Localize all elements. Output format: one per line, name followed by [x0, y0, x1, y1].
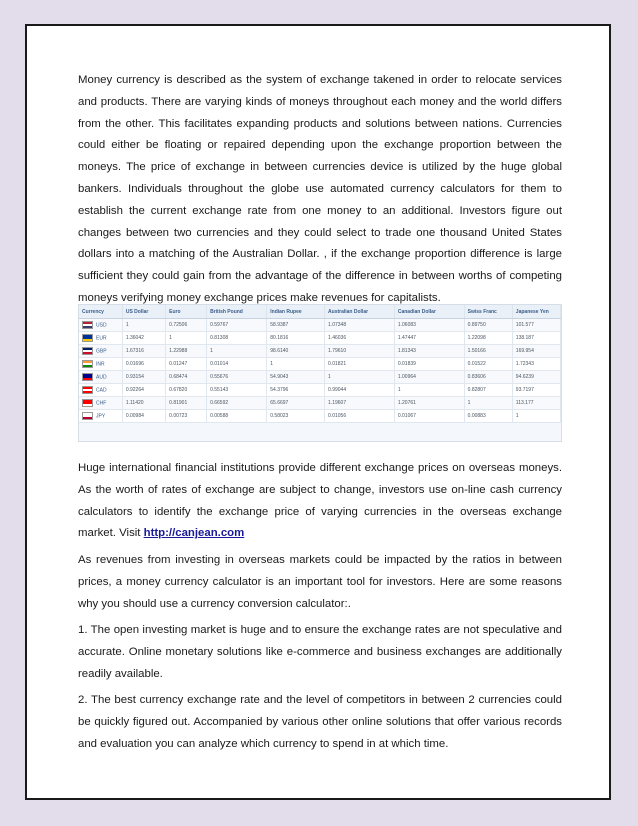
currency-cell: [79, 371, 122, 384]
currency-cell: [79, 384, 122, 397]
rate-cell: 0.01056: [325, 410, 395, 423]
exchange-rates-table: [79, 305, 561, 423]
currency-code: INR: [96, 361, 105, 368]
rate-cell: 0.81901: [166, 397, 207, 410]
table-row: [79, 319, 561, 332]
rate-cell: 0.00588: [207, 410, 267, 423]
table-header-cell: British Pound: [207, 305, 267, 319]
rate-cell: 1: [512, 410, 560, 423]
rate-cell: 1.20761: [394, 397, 464, 410]
rate-cell: 1.46036: [325, 332, 395, 345]
rate-cell: 58.9387: [267, 319, 325, 332]
rate-cell: 169.954: [512, 345, 560, 358]
paragraph-revenues: As revenues from investing in overseas markets could be impacted by the ratios in between prices, a money currency calculator is an important tool for investors. Here are some reasons why you should use a currency conversion calculator:.: [78, 554, 562, 610]
table-row: [79, 358, 561, 371]
rate-cell: 0.59767: [207, 319, 267, 332]
paragraph-institutions: [78, 458, 562, 545]
table-header-cell: Japanese Yen: [512, 305, 560, 319]
rate-cell: 1.72343: [512, 358, 560, 371]
table-header-cell: Swiss Franc: [464, 305, 512, 319]
flag-icon: [82, 321, 93, 329]
rate-cell: 1: [394, 384, 464, 397]
currency-cell: [79, 358, 122, 371]
table-header-cell: Canadian Dollar: [394, 305, 464, 319]
currency-code: AUD: [96, 374, 107, 381]
page-frame: [25, 24, 611, 800]
currency-code: GBP: [96, 348, 107, 355]
rate-cell: 1.11420: [122, 397, 165, 410]
rate-cell: 1: [166, 332, 207, 345]
rate-cell: 98.6140: [267, 345, 325, 358]
rate-cell: 0.01696: [122, 358, 165, 371]
rate-cell: 1.19607: [325, 397, 395, 410]
currency-code: CAD: [96, 387, 107, 394]
rate-cell: 0.01522: [464, 358, 512, 371]
rate-cell: 65.6697: [267, 397, 325, 410]
rate-cell: 0.92264: [122, 384, 165, 397]
table-header-row: [79, 305, 561, 319]
rate-cell: 138.187: [512, 332, 560, 345]
rate-cell: 1.67316: [122, 345, 165, 358]
table-row: [79, 371, 561, 384]
rate-cell: 1: [464, 397, 512, 410]
flag-icon: [82, 334, 93, 342]
rate-cell: 1.22098: [464, 332, 512, 345]
rate-cell: 0.82807: [464, 384, 512, 397]
table-row: [79, 410, 561, 423]
currency-code: EUR: [96, 335, 107, 342]
rate-cell: 1.06083: [394, 319, 464, 332]
flag-icon: [82, 373, 93, 381]
currency-cell: [79, 345, 122, 358]
rate-cell: 0.81308: [207, 332, 267, 345]
rate-cell: 1.07348: [325, 319, 395, 332]
table-header-cell: Indian Rupee: [267, 305, 325, 319]
paragraph-institutions-text: Huge international financial institutions provide different exchange prices on overseas moneys. As the worth of rates of exchange are subject to change, investors use on-line cash currency calculators to identify the exchange price of varying currencies in the overseas exchange market. Visit: [78, 462, 562, 540]
rate-cell: 1.00964: [394, 371, 464, 384]
table-row: [79, 384, 561, 397]
table-row: [79, 345, 561, 358]
rate-cell: 0.99044: [325, 384, 395, 397]
rate-cell: 0.00883: [464, 410, 512, 423]
currency-cell: [79, 332, 122, 345]
rate-cell: 0.89750: [464, 319, 512, 332]
rate-cell: 0.01821: [325, 358, 395, 371]
rate-cell: 1: [267, 358, 325, 371]
rate-cell: 1.79610: [325, 345, 395, 358]
rate-cell: 0.55676: [207, 371, 267, 384]
table-row: [79, 332, 561, 345]
table-header-cell: US Dollar: [122, 305, 165, 319]
rate-cell: 1.81343: [394, 345, 464, 358]
rate-cell: 1: [325, 371, 395, 384]
rate-cell: 80.1816: [267, 332, 325, 345]
rate-cell: 113.177: [512, 397, 560, 410]
rate-cell: 1: [207, 345, 267, 358]
rate-cell: 0.01067: [394, 410, 464, 423]
rate-cell: 1.50166: [464, 345, 512, 358]
exchange-rates-table-image: [78, 304, 562, 442]
rate-cell: 1.22988: [166, 345, 207, 358]
rate-cell: 1: [122, 319, 165, 332]
rate-cell: 0.66592: [207, 397, 267, 410]
table-row: [79, 397, 561, 410]
rate-cell: 54.9043: [267, 371, 325, 384]
rate-cell: 54.3796: [267, 384, 325, 397]
currency-code: CHF: [96, 400, 107, 407]
currency-cell: [79, 397, 122, 410]
rate-cell: 0.00723: [166, 410, 207, 423]
flag-icon: [82, 412, 93, 420]
rate-cell: 0.00984: [122, 410, 165, 423]
flag-icon: [82, 399, 93, 407]
currency-code: JPY: [96, 413, 106, 420]
paragraph-point-1: 1. The open investing market is huge and to ensure the exchange rates are not speculative and accurate. Online monetary solutions like e-commerce and business exchanges are additionally readily available.: [78, 624, 562, 680]
canjean-link[interactable]: http://canjean.com: [143, 527, 245, 540]
rate-cell: 0.01839: [394, 358, 464, 371]
rate-cell: 0.68474: [166, 371, 207, 384]
paragraph-point-2: 2. The best currency exchange rate and the level of competitors in between 2 currencies could be quickly figured out. Accompanied by various other online solutions that offer various records and evaluation you can analyze which currency to spend in at which time.: [78, 694, 562, 750]
table-header-cell: Currency: [79, 305, 122, 319]
flag-icon: [82, 386, 93, 394]
rate-cell: 0.72506: [166, 319, 207, 332]
rate-cell: 93.7197: [512, 384, 560, 397]
flag-icon: [82, 360, 93, 368]
rate-cell: 0.58023: [267, 410, 325, 423]
rate-cell: 1.36042: [122, 332, 165, 345]
currency-code: USD: [96, 322, 107, 329]
rate-cell: 101.577: [512, 319, 560, 332]
rate-cell: 0.83606: [464, 371, 512, 384]
rate-cell: 0.67820: [166, 384, 207, 397]
table-header-cell: Australian Dollar: [325, 305, 395, 319]
rate-cell: 0.93154: [122, 371, 165, 384]
currency-cell: [79, 410, 122, 423]
flag-icon: [82, 347, 93, 355]
rate-cell: 0.01014: [207, 358, 267, 371]
rate-cell: 94.6239: [512, 371, 560, 384]
rate-cell: 0.55143: [207, 384, 267, 397]
paragraph-intro: Money currency is described as the system of exchange takened in order to relocate services and products. There are varying kinds of moneys throughout each money and the world differs from the other. This facilitates expanding products and solutions between nations. Currencies could either be floating or repaired depending upon the exchange proportion between the moneys. The price of exchange in between currencies device is utilized by the huge global bankers. Individuals throughout the globe use automated currency calculators for them to establish the current exchange rate from one money to an additional. Investors figure out changes between two currencies and they could select to trade one thousand United States dollars into a matching of the Australian Dollar. , if the exchange proportion difference is large sufficient they could gain from the advantage of the difference in between worths of competing moneys verifying money exchange prices make revenues for capitalists.: [78, 74, 562, 304]
rate-cell: 1.47447: [394, 332, 464, 345]
rate-cell: 0.01247: [166, 358, 207, 371]
table-header-cell: Euro: [166, 305, 207, 319]
currency-cell: [79, 319, 122, 332]
